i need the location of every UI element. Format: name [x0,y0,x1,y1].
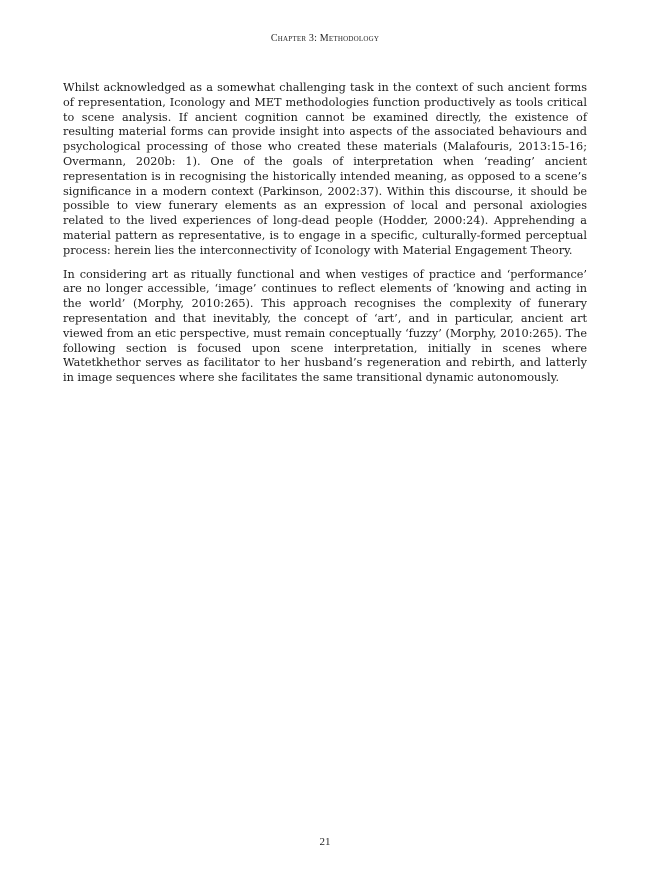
body-text [63,81,587,395]
page-number: 21 [319,836,331,848]
paragraph-2: In considering art as ritually functional and when vestiges of practice and ‘performance’ are no longer accessible, ‘image’ continues to reflect elements of ‘knowing and acting in the world’ (Morphy, 2010:265). This approach recognises the complexity of funerary representation and that inevitably, the concept of ‘art’, and in particular, ancient art viewed from an etic perspective, must remain conceptually ‘fuzzy’ (Morphy, 2010:265). The following section is focused upon scene interpretation, initially in scenes where Watetkhethor serves as facilitator to her husband’s regeneration and rebirth, and latterly in image sequences where she facilitates the same transitional dynamic autonomously. [63,267,587,385]
running-header: Chapter 3: Methodology [270,33,380,44]
paragraph-1: Whilst acknowledged as a somewhat challenging task in the context of such ancient forms of representation, Iconology and MET methodologies function productively as tools critical to scene analysis. If ancient cognition cannot be examined directly, the existence of resulting material forms can provide insight into aspects of the associated behaviours and psychological processing of those who created these materials (Malafouris, 2013:15-16; Overmann, 2020b: 1). One of the goals of interpretation when ‘reading’ ancient representation is in recognising the historically intended meaning, as opposed to a scene’s significance in a modern context (Parkinson, 2002:37). Within this discourse, it should be possible to view funerary elements as an expression of local and personal axiologies related to the lived experiences of long-dead people (Hodder, 2000:24). Apprehending a material pattern as representative, is to engage in a specific, culturally-formed perceptual process: herein lies the interconnectivity of Iconology with Material Engagement Theory. [63,81,587,257]
